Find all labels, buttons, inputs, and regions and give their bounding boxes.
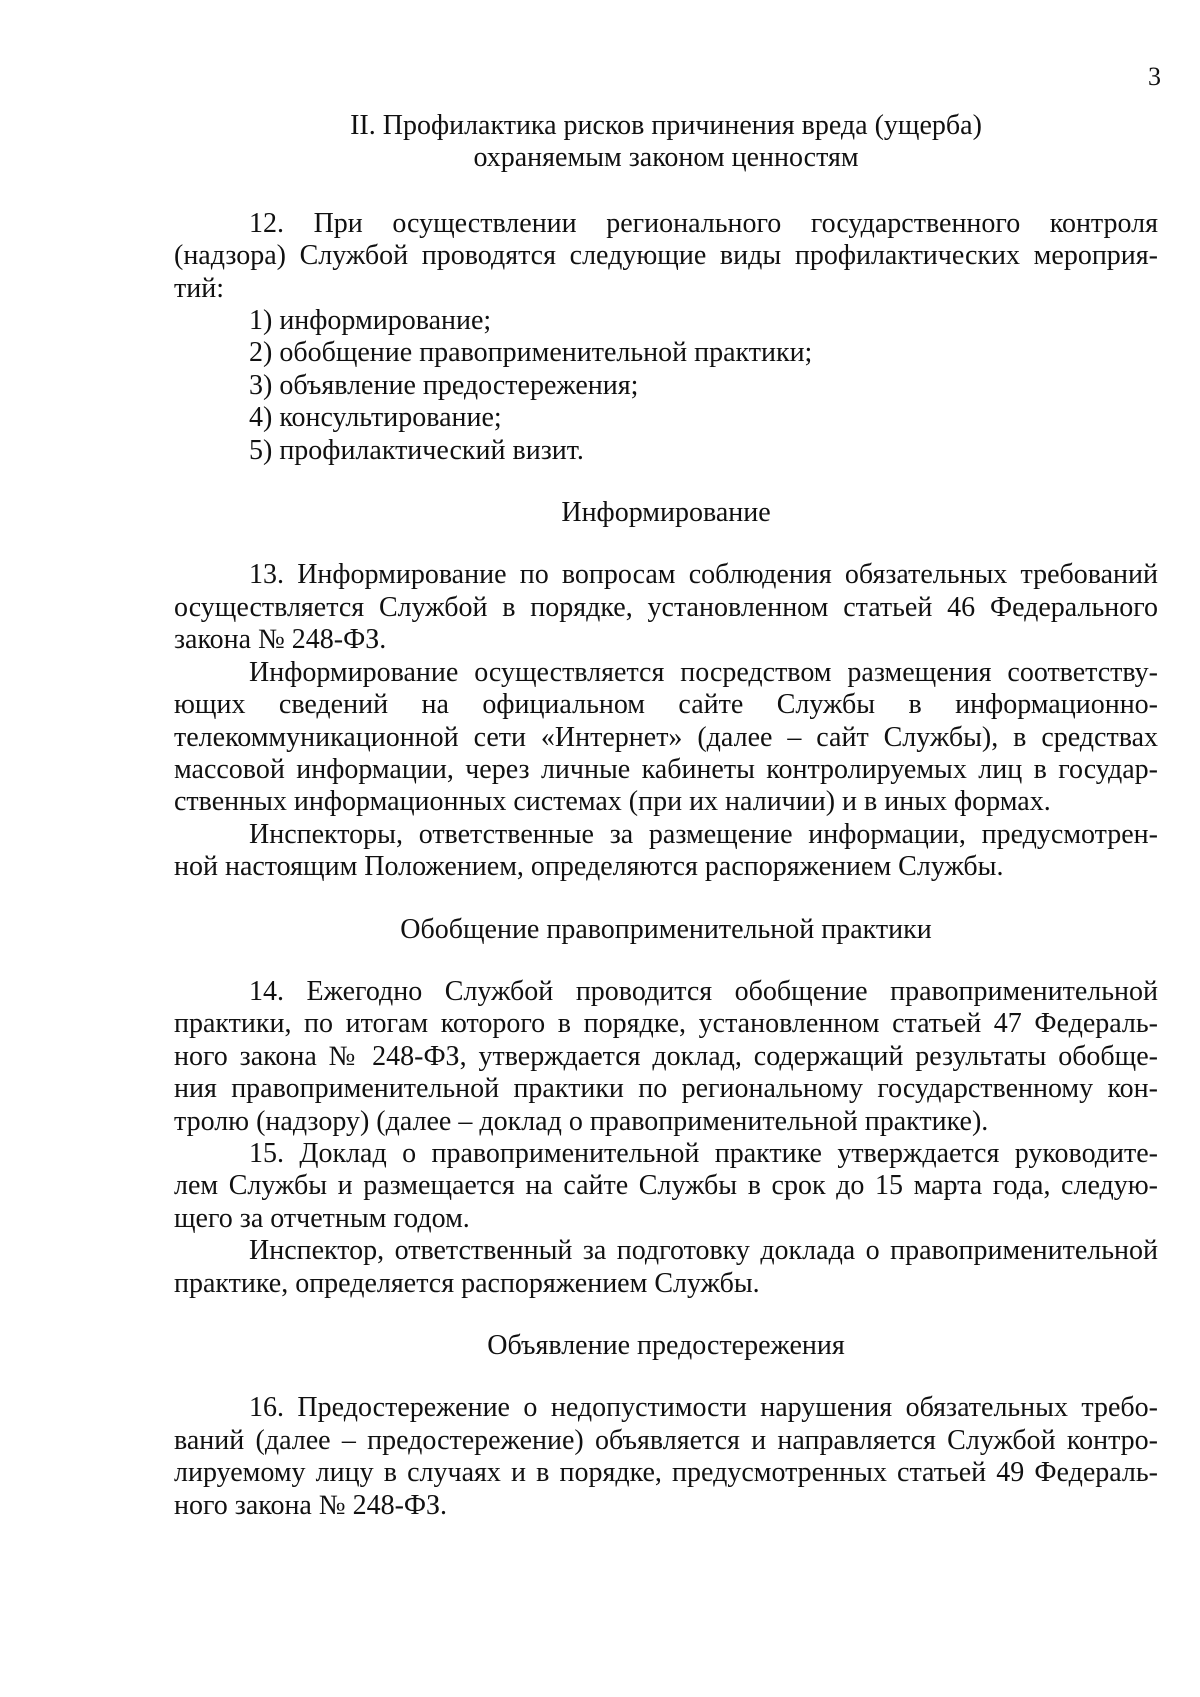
paragraph-line: тий: <box>174 272 224 304</box>
subheading-text: Объявление предостережения <box>487 1330 845 1361</box>
paragraph-line: Информирование осуществляется посредством размещения соответству- <box>249 656 1158 688</box>
page-number: 3 <box>1148 62 1161 91</box>
paragraph-line: 16. Предостережение о недопустимости нарушения обязательных требо- <box>249 1392 1158 1424</box>
subheading-text: Обобщение правоприменительной практики <box>400 913 932 945</box>
paragraph-line: лем Службы и размещается на сайте Службы в срок до 15 марта года, следую- <box>174 1170 1158 1202</box>
paragraph-line: 13. Информирование по вопросам соблюдения обязательных требований <box>249 559 1158 591</box>
paragraph-13 <box>174 559 1158 656</box>
paragraph-line: щего за отчетным годом. <box>174 1202 470 1234</box>
paragraph-line: Инспекторы, ответственные за размещение информации, предусмотрен- <box>249 818 1158 850</box>
list-item: 2) обобщение правоприменительной практики; <box>249 337 813 369</box>
list-item: 4) консультирование; <box>249 402 502 434</box>
list-item: 5) профилактический визит. <box>249 434 584 466</box>
subheading-generalization <box>174 914 1158 946</box>
paragraph-line: практики, по итогам которого в порядке, установленном статьей 47 Федераль- <box>174 1008 1158 1040</box>
paragraph-line: ния правоприменительной практики по региональному государственному кон- <box>174 1073 1158 1105</box>
list-item: 1) информирование; <box>249 305 492 337</box>
document-body <box>174 110 1158 1522</box>
paragraph-line: лируемому лицу в случаях и в порядке, предусмотренных статьей 49 Федераль- <box>174 1457 1158 1489</box>
paragraph-line: массовой информации, через личные кабинеты контролируемых лиц в государ- <box>174 753 1158 785</box>
paragraph-13-part-2 <box>174 657 1158 819</box>
paragraph-15-part-2 <box>174 1235 1158 1300</box>
paragraph-line: ного закона № 248-ФЗ, утверждается доклад, содержащий результаты обобще- <box>174 1040 1158 1072</box>
paragraph-line: ваний (далее – предостережение) объявляется и направляется Службой контро- <box>174 1424 1158 1456</box>
paragraph-line: закона № 248-ФЗ. <box>174 624 387 656</box>
paragraph-line: ственных информационных системах (при их наличии) и в иных формах. <box>174 786 1051 818</box>
paragraph-line: телекоммуникационной сети «Интернет» (далее – сайт Службы), в средствах <box>174 721 1158 753</box>
paragraph-line: 15. Доклад о правоприменительной практике утверждается руководите- <box>249 1137 1158 1169</box>
paragraph-line: практике, определяется распоряжением Службы. <box>174 1267 760 1299</box>
paragraph-line: 12. При осуществлении регионального государственного контроля <box>249 207 1158 239</box>
paragraph-line: (надзора) Службой проводятся следующие виды профилактических мероприя- <box>174 240 1158 272</box>
subheading-warning <box>174 1330 1158 1362</box>
section-title <box>174 110 1158 175</box>
section-title-line-1: II. Профилактика рисков причинения вреда (ущерба) <box>350 110 982 141</box>
list-item: 3) объявление предостережения; <box>249 369 639 401</box>
paragraph-line: ного закона № 248-ФЗ. <box>174 1489 448 1521</box>
subheading-informing <box>174 497 1158 529</box>
paragraph-line: тролю (надзору) (далее – доклад о правоприменительной практике). <box>174 1105 989 1137</box>
section-title-line-2: охраняемым законом ценностям <box>473 142 859 174</box>
paragraph-line: 14. Ежегодно Службой проводится обобщение правоприменительной <box>249 975 1158 1007</box>
paragraph-16 <box>174 1392 1158 1522</box>
paragraph-line: осуществляется Службой в порядке, установленном статьей 46 Федерального <box>174 591 1158 623</box>
paragraph-13-part-3 <box>174 819 1158 884</box>
subheading-text: Информирование <box>561 497 771 529</box>
paragraph-15 <box>174 1138 1158 1235</box>
paragraph-line: ющих сведений на официальном сайте Службы в информационно- <box>174 689 1158 721</box>
paragraph-12 <box>174 208 1158 467</box>
paragraph-line: ной настоящим Положением, определяются распоряжением Службы. <box>174 851 1004 883</box>
paragraph-14 <box>174 976 1158 1138</box>
paragraph-line: Инспектор, ответственный за подготовку доклада о правоприменительной <box>249 1235 1158 1267</box>
